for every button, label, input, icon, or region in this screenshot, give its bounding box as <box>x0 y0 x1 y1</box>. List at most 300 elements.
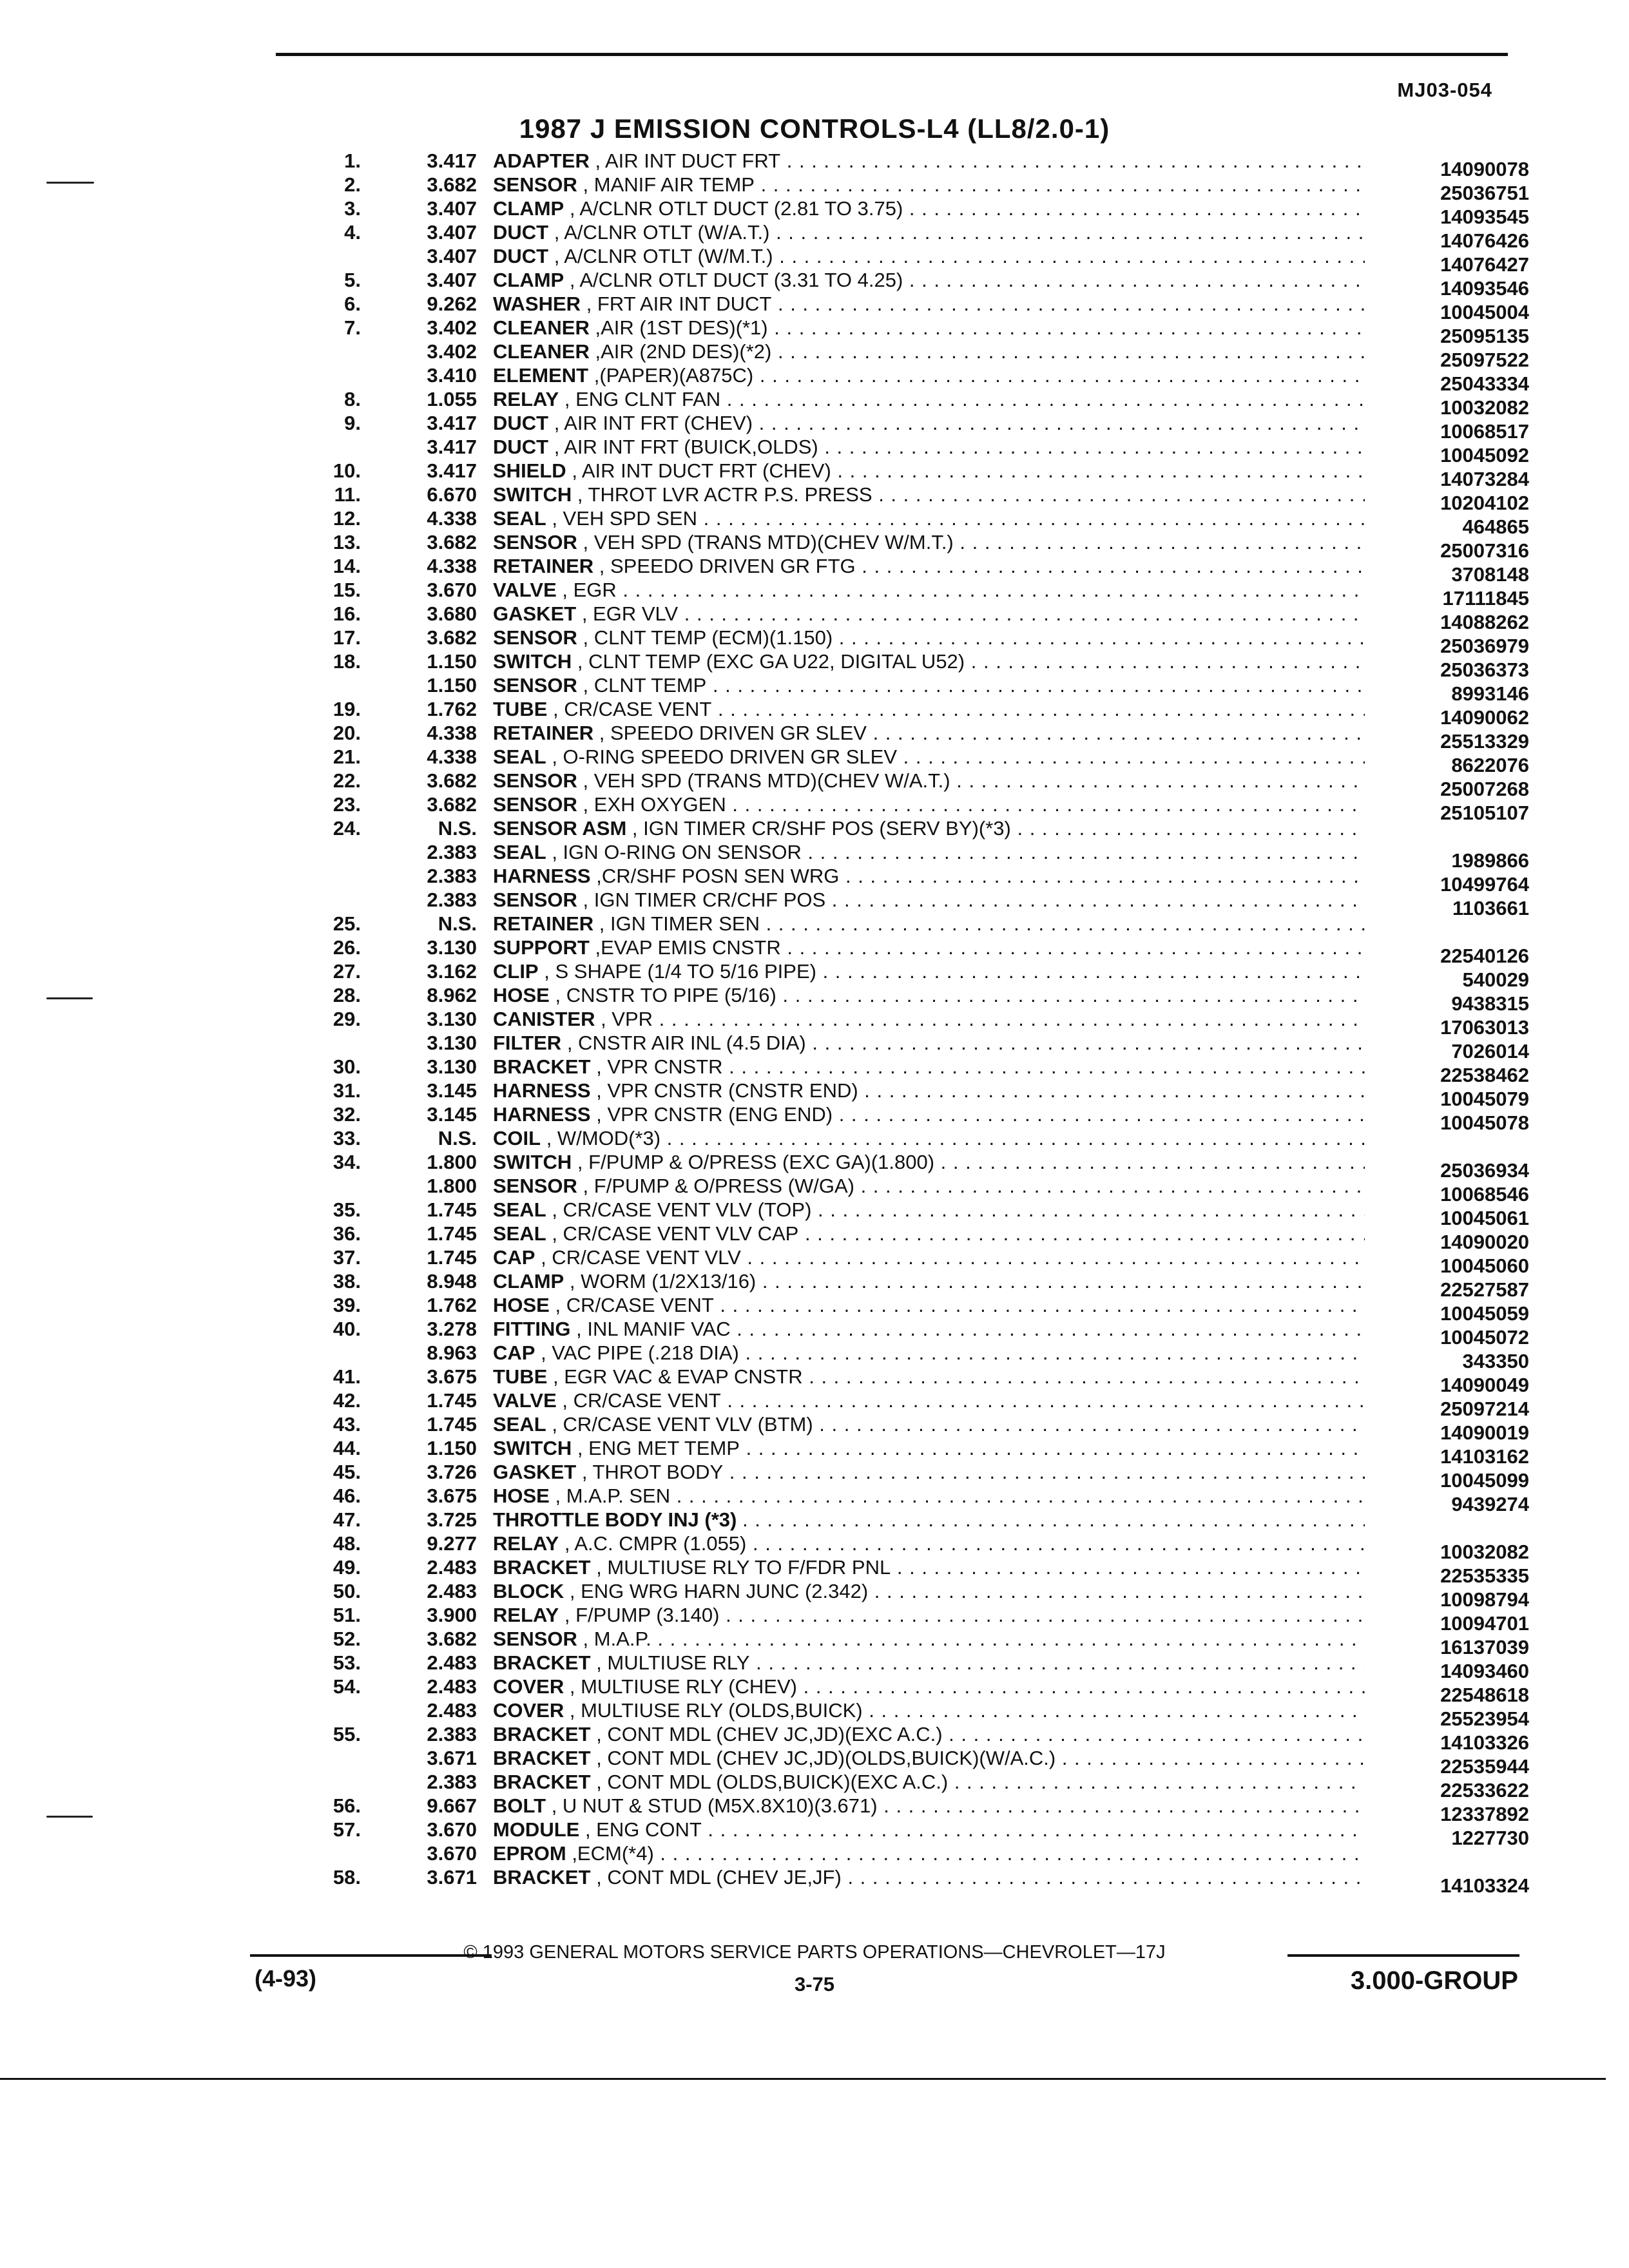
group-number: 3.726 <box>427 1461 477 1483</box>
ref-number: 58. <box>333 1866 361 1888</box>
part-detail: , EGR <box>562 579 617 601</box>
part-number: 14093546 <box>1440 277 1529 300</box>
ref-number: 19. <box>333 698 361 720</box>
ref-number: 22. <box>333 769 361 792</box>
part-number: 1989866 <box>1451 849 1529 872</box>
part-detail: ,AIR (2ND DES)(*2) <box>595 340 772 363</box>
part-description <box>493 436 1365 459</box>
part-name: SUPPORT <box>493 936 590 959</box>
part-name: RELAY <box>493 388 559 410</box>
part-row <box>0 1270 1629 1301</box>
part-name: RETAINER <box>493 722 594 744</box>
part-detail: , CR/CASE VENT VLV (TOP) <box>552 1198 812 1221</box>
part-name: ELEMENT <box>493 364 589 387</box>
part-number: 22535335 <box>1440 1564 1529 1587</box>
part-number: 9438315 <box>1451 992 1529 1015</box>
part-detail: , THROT LVR ACTR P.S. PRESS <box>577 483 872 506</box>
part-name: BRACKET <box>493 1771 591 1793</box>
group-number: 1.150 <box>427 650 477 673</box>
part-description <box>493 817 1365 840</box>
group-number: 3.670 <box>427 1818 477 1841</box>
ref-number: 21. <box>333 745 361 768</box>
part-row <box>0 388 1629 419</box>
part-description <box>493 674 1365 697</box>
group-number: 3.682 <box>427 531 477 553</box>
part-row <box>0 626 1629 657</box>
part-name: SEAL <box>493 507 546 530</box>
part-name: SEAL <box>493 1198 546 1221</box>
part-description <box>493 960 1365 983</box>
part-detail: , EGR VAC & EVAP CNSTR <box>553 1365 803 1388</box>
part-row <box>0 340 1629 371</box>
part-row <box>0 1771 1629 1802</box>
part-row <box>0 1341 1629 1372</box>
group-number: 3.130 <box>427 1008 477 1030</box>
part-description <box>493 364 1365 387</box>
part-row <box>0 817 1629 841</box>
part-description <box>493 1699 1365 1722</box>
part-row <box>0 1246 1629 1277</box>
part-number: 10204102 <box>1440 492 1529 514</box>
ref-number: 45. <box>333 1461 361 1483</box>
part-detail: , MULTIUSE RLY TO F/FDR PNL <box>596 1556 891 1579</box>
part-row <box>0 269 1629 300</box>
ref-number: 39. <box>333 1294 361 1316</box>
part-name: SENSOR <box>493 769 577 792</box>
part-detail: , SPEEDO DRIVEN GR SLEV <box>599 722 867 744</box>
part-row <box>0 436 1629 466</box>
part-number: 14073284 <box>1440 468 1529 490</box>
part-number: 25036979 <box>1440 635 1529 657</box>
part-detail: , ENG CONT <box>584 1818 702 1841</box>
part-row <box>0 722 1629 753</box>
part-number: 3708148 <box>1451 563 1529 586</box>
part-number: 10045061 <box>1440 1207 1529 1229</box>
part-row <box>0 1294 1629 1325</box>
part-number: 10499764 <box>1440 873 1529 896</box>
part-description <box>493 1723 1365 1746</box>
group-number: 3.670 <box>427 1842 477 1865</box>
part-name: TUBE <box>493 698 548 720</box>
ref-number: 9. <box>344 412 361 434</box>
part-name: GASKET <box>493 1461 577 1483</box>
bottom-rule <box>0 2078 1606 2080</box>
part-detail: , A.C. CMPR (1.055) <box>564 1532 747 1555</box>
part-row <box>0 245 1629 276</box>
part-detail: ,EVAP EMIS CNSTR <box>595 936 781 959</box>
part-name: HARNESS <box>493 1103 591 1126</box>
part-description <box>493 1341 1365 1365</box>
part-number: 14088262 <box>1440 611 1529 633</box>
group-number: 6.670 <box>427 483 477 506</box>
part-number: 25523954 <box>1440 1707 1529 1730</box>
part-detail: , AIR INT DUCT FRT <box>595 149 781 172</box>
part-detail: , EXH OXYGEN <box>583 793 726 816</box>
part-row <box>0 936 1629 967</box>
ref-number: 30. <box>333 1055 361 1078</box>
ref-number: 2. <box>344 173 361 196</box>
part-row <box>0 650 1629 681</box>
part-name: SEAL <box>493 841 546 863</box>
ref-number: 52. <box>333 1628 361 1650</box>
part-description <box>493 793 1365 816</box>
group-number: 3.162 <box>427 960 477 983</box>
part-row <box>0 1079 1629 1110</box>
group-number: 1.800 <box>427 1151 477 1173</box>
group-number: 1.150 <box>427 1437 477 1459</box>
part-row <box>0 221 1629 252</box>
part-name: SEAL <box>493 745 546 768</box>
group-number: 3.402 <box>427 340 477 363</box>
part-row <box>0 507 1629 538</box>
part-name: BLOCK <box>493 1580 564 1602</box>
group-number: 2.483 <box>427 1651 477 1674</box>
part-name: THROTTLE BODY INJ (*3) <box>493 1508 737 1531</box>
part-detail: , SPEEDO DRIVEN GR FTG <box>599 555 856 577</box>
ref-number: 5. <box>344 269 361 291</box>
part-name: SENSOR <box>493 531 577 553</box>
group-number: 8.963 <box>427 1341 477 1364</box>
group-number: 1.745 <box>427 1389 477 1412</box>
ref-number: 32. <box>333 1103 361 1126</box>
ref-number: 25. <box>333 912 361 935</box>
part-name: FITTING <box>493 1318 571 1340</box>
part-number: 1227730 <box>1451 1827 1529 1849</box>
part-description <box>493 1604 1365 1627</box>
part-name: GASKET <box>493 602 577 625</box>
part-description <box>493 1246 1365 1269</box>
group-number: 2.483 <box>427 1675 477 1698</box>
part-number: 8993146 <box>1451 682 1529 705</box>
part-name: SENSOR <box>493 1175 577 1197</box>
part-description <box>493 889 1365 912</box>
part-row <box>0 293 1629 323</box>
part-row <box>0 1604 1629 1635</box>
part-number: 14076427 <box>1440 253 1529 276</box>
part-detail: , CONT MDL (CHEV JC,JD)(OLDS,BUICK)(W/A.C.) <box>596 1747 1056 1769</box>
part-name: FILTER <box>493 1032 562 1054</box>
part-description <box>493 1771 1365 1794</box>
part-row <box>0 1747 1629 1778</box>
part-row <box>0 912 1629 936</box>
part-number: 10045072 <box>1440 1326 1529 1349</box>
part-number: 25036373 <box>1440 658 1529 681</box>
group-number: 4.338 <box>427 555 477 577</box>
group-number: 3.278 <box>427 1318 477 1340</box>
part-detail: , MANIF AIR TEMP <box>583 173 755 196</box>
part-description <box>493 149 1365 173</box>
part-detail: ,ECM(*4) <box>572 1842 654 1865</box>
part-name: BRACKET <box>493 1723 591 1745</box>
part-row <box>0 1508 1629 1532</box>
ref-number: 48. <box>333 1532 361 1555</box>
group-number: N.S. <box>438 1127 477 1149</box>
part-detail: , VAC PIPE (.218 DIA) <box>541 1341 739 1364</box>
ref-number: 46. <box>333 1485 361 1507</box>
group-number: 3.402 <box>427 316 477 339</box>
part-description <box>493 1389 1365 1412</box>
part-row <box>0 173 1629 204</box>
group-number: 3.670 <box>427 579 477 601</box>
ref-number: 34. <box>333 1151 361 1173</box>
part-name: DUCT <box>493 412 549 434</box>
part-detail: , CONT MDL (CHEV JE,JF) <box>596 1866 842 1888</box>
group-number: 2.383 <box>427 889 477 911</box>
ref-number: 15. <box>333 579 361 601</box>
group-number: 9.262 <box>427 293 477 315</box>
part-description <box>493 1580 1365 1603</box>
group-number: 9.667 <box>427 1794 477 1817</box>
part-detail: , CR/CASE VENT VLV (BTM) <box>552 1413 813 1436</box>
part-detail: , CR/CASE VENT VLV <box>541 1246 741 1269</box>
part-detail: , THROT BODY <box>581 1461 724 1483</box>
group-number: 1.800 <box>427 1175 477 1197</box>
part-description <box>493 722 1365 745</box>
part-number: 12337892 <box>1440 1803 1529 1825</box>
part-number: 16137039 <box>1440 1636 1529 1658</box>
part-row <box>0 316 1629 347</box>
part-detail: , F/PUMP & O/PRESS (W/GA) <box>583 1175 854 1197</box>
ref-number: 17. <box>333 626 361 649</box>
part-name: SEAL <box>493 1222 546 1245</box>
part-number: 14103326 <box>1440 1731 1529 1754</box>
part-number: 10045004 <box>1440 301 1529 323</box>
group-number: 3.675 <box>427 1365 477 1388</box>
part-description <box>493 1818 1365 1841</box>
part-description <box>493 912 1365 936</box>
group-number: 3.682 <box>427 793 477 816</box>
part-detail: , A/CLNR OTLT DUCT (3.31 TO 4.25) <box>569 269 903 291</box>
part-description <box>493 531 1365 554</box>
ref-number: 28. <box>333 984 361 1006</box>
part-row <box>0 1628 1629 1658</box>
part-number: 14090078 <box>1440 158 1529 180</box>
part-row <box>0 1723 1629 1754</box>
ref-number: 26. <box>333 936 361 959</box>
part-number: 22548618 <box>1440 1684 1529 1706</box>
part-name: RELAY <box>493 1604 559 1626</box>
group-number: 1.745 <box>427 1198 477 1221</box>
document-code: MJ03-054 <box>1397 79 1492 101</box>
part-description <box>493 1032 1365 1055</box>
part-description <box>493 769 1365 793</box>
part-number: 17111845 <box>1442 587 1529 610</box>
ref-number: 54. <box>333 1675 361 1698</box>
part-name: SWITCH <box>493 650 572 673</box>
part-number: 25105107 <box>1440 802 1529 824</box>
part-number: 10045099 <box>1440 1469 1529 1492</box>
part-description <box>493 626 1365 649</box>
part-number: 343350 <box>1462 1350 1529 1372</box>
group-number: 8.948 <box>427 1270 477 1293</box>
part-row <box>0 1318 1629 1349</box>
group-number: 1.762 <box>427 698 477 720</box>
part-description <box>493 1294 1365 1317</box>
part-detail: , ENG CLNT FAN <box>564 388 721 410</box>
part-detail: , AIR INT FRT (CHEV) <box>554 412 753 434</box>
part-row <box>0 1151 1629 1182</box>
part-number: 10032082 <box>1440 1541 1529 1563</box>
part-detail: , FRT AIR INT DUCT <box>586 293 772 315</box>
part-detail: , A/CLNR OTLT (W/M.T.) <box>554 245 773 267</box>
part-description <box>493 698 1365 721</box>
part-row <box>0 1556 1629 1587</box>
part-description <box>493 1318 1365 1341</box>
part-detail: , CR/CASE VENT <box>553 698 712 720</box>
part-number: 10094701 <box>1440 1612 1529 1635</box>
part-detail: , CNSTR TO PIPE (5/16) <box>555 984 776 1006</box>
part-number: 9439274 <box>1451 1493 1529 1515</box>
part-detail: , W/MOD(*3) <box>546 1127 661 1149</box>
group-number: 8.962 <box>427 984 477 1006</box>
part-row <box>0 698 1629 729</box>
part-row <box>0 555 1629 586</box>
part-detail: , MULTIUSE RLY (CHEV) <box>569 1675 797 1698</box>
group-number: N.S. <box>438 817 477 840</box>
part-name: RETAINER <box>493 555 594 577</box>
part-name: SENSOR <box>493 173 577 196</box>
part-detail: , WORM (1/2X13/16) <box>569 1270 757 1293</box>
part-row <box>0 960 1629 991</box>
part-detail: , MULTIUSE RLY (OLDS,BUICK) <box>569 1699 863 1722</box>
part-name: EPROM <box>493 1842 566 1865</box>
part-number: 22527587 <box>1440 1278 1529 1301</box>
part-number: 10068546 <box>1440 1183 1529 1206</box>
part-number: 14076426 <box>1440 229 1529 252</box>
part-detail: , VEH SPD SEN <box>552 507 697 530</box>
part-name: COVER <box>493 1675 564 1698</box>
part-detail: , M.A.P. SEN <box>555 1485 671 1507</box>
part-number: 22538462 <box>1440 1064 1529 1086</box>
group-number: 3.130 <box>427 1032 477 1054</box>
group-number: 2.483 <box>427 1699 477 1722</box>
part-row <box>0 197 1629 228</box>
part-name: ADAPTER <box>493 149 590 172</box>
ref-number: 11. <box>334 483 361 506</box>
ref-number: 13. <box>333 531 361 553</box>
part-number: 14090049 <box>1440 1374 1529 1396</box>
ref-number: 36. <box>333 1222 361 1245</box>
part-row <box>0 745 1629 776</box>
part-description <box>493 1651 1365 1675</box>
part-number: 14093460 <box>1440 1660 1529 1682</box>
part-number: 14103324 <box>1440 1874 1529 1897</box>
part-detail: ,CR/SHF POSN SEN WRG <box>596 865 840 887</box>
part-row <box>0 1580 1629 1611</box>
ref-number: 27. <box>333 960 361 983</box>
group-number: 2.383 <box>427 841 477 863</box>
part-detail: , CR/CASE VENT VLV CAP <box>552 1222 799 1245</box>
part-detail: , ENG MET TEMP <box>577 1437 740 1459</box>
part-row <box>0 1198 1629 1229</box>
part-number: 22533622 <box>1440 1779 1529 1802</box>
part-number: 25043334 <box>1440 372 1529 395</box>
part-detail: , O-RING SPEEDO DRIVEN GR SLEV <box>552 745 898 768</box>
part-name: CAP <box>493 1246 535 1269</box>
part-row <box>0 1651 1629 1682</box>
group-number: 3.130 <box>427 1055 477 1078</box>
part-name: DUCT <box>493 245 549 267</box>
part-name: HOSE <box>493 1485 550 1507</box>
group-number: 4.338 <box>427 722 477 744</box>
part-detail: ,(PAPER)(A875C) <box>593 364 754 387</box>
part-description <box>493 555 1365 578</box>
group-number: 2.483 <box>427 1556 477 1579</box>
part-description <box>493 293 1365 316</box>
part-description <box>493 1270 1365 1293</box>
group-number: 2.383 <box>427 1723 477 1745</box>
ref-number: 12. <box>333 507 361 530</box>
group-number: 3.407 <box>427 245 477 267</box>
ref-number: 1. <box>344 149 361 172</box>
ref-number: 29. <box>333 1008 361 1030</box>
part-name: HOSE <box>493 1294 550 1316</box>
part-name: CLIP <box>493 960 539 983</box>
part-number: 22540126 <box>1440 945 1529 967</box>
part-name: SWITCH <box>493 1151 572 1173</box>
group-number: 2.383 <box>427 865 477 887</box>
ref-number: 7. <box>344 316 361 339</box>
part-detail: , VPR CNSTR (CNSTR END) <box>596 1079 858 1102</box>
ref-number: 43. <box>333 1413 361 1436</box>
part-number: 1103661 <box>1452 897 1529 919</box>
part-description <box>493 936 1365 959</box>
ref-number: 38. <box>333 1270 361 1293</box>
part-row <box>0 769 1629 800</box>
page-title: 1987 J EMISSION CONTROLS-L4 (LL8/2.0-1) <box>519 113 1110 144</box>
ref-number: 20. <box>333 722 361 744</box>
ref-number: 50. <box>333 1580 361 1602</box>
ref-number: 51. <box>333 1604 361 1626</box>
part-description <box>493 1127 1365 1150</box>
part-name: WASHER <box>493 293 581 315</box>
part-detail: , S SHAPE (1/4 TO 5/16 PIPE) <box>544 960 816 983</box>
part-name: CANISTER <box>493 1008 595 1030</box>
group-number: 1.745 <box>427 1413 477 1436</box>
revision-date: (4-93) <box>255 1965 317 1992</box>
part-number: 14093545 <box>1440 206 1529 228</box>
part-detail: , A/CLNR OTLT DUCT (2.81 TO 3.75) <box>569 197 903 220</box>
part-description <box>493 841 1365 864</box>
ref-number: 10. <box>333 459 361 482</box>
ref-number: 56. <box>333 1794 361 1817</box>
part-number: 25036934 <box>1440 1159 1529 1182</box>
ref-number: 14. <box>333 555 361 577</box>
ref-number: 35. <box>333 1198 361 1221</box>
part-name: SWITCH <box>493 483 572 506</box>
group-number: 3.671 <box>427 1866 477 1888</box>
group-number: 3.145 <box>427 1103 477 1126</box>
part-name: CLEANER <box>493 340 590 363</box>
part-description <box>493 1103 1365 1126</box>
ref-number: 33. <box>333 1127 361 1149</box>
group-number: 3.407 <box>427 269 477 291</box>
part-description <box>493 1747 1365 1770</box>
part-row <box>0 1127 1629 1151</box>
part-number: 25097522 <box>1440 349 1529 371</box>
part-row <box>0 149 1629 180</box>
ref-number: 6. <box>344 293 361 315</box>
part-row <box>0 1175 1629 1206</box>
part-description <box>493 173 1365 197</box>
part-row <box>0 531 1629 562</box>
part-name: SHIELD <box>493 459 566 482</box>
part-description <box>493 1175 1365 1198</box>
part-row <box>0 1842 1629 1866</box>
part-description <box>493 650 1365 673</box>
part-row <box>0 1413 1629 1444</box>
part-detail: , VPR CNSTR (ENG END) <box>596 1103 833 1126</box>
